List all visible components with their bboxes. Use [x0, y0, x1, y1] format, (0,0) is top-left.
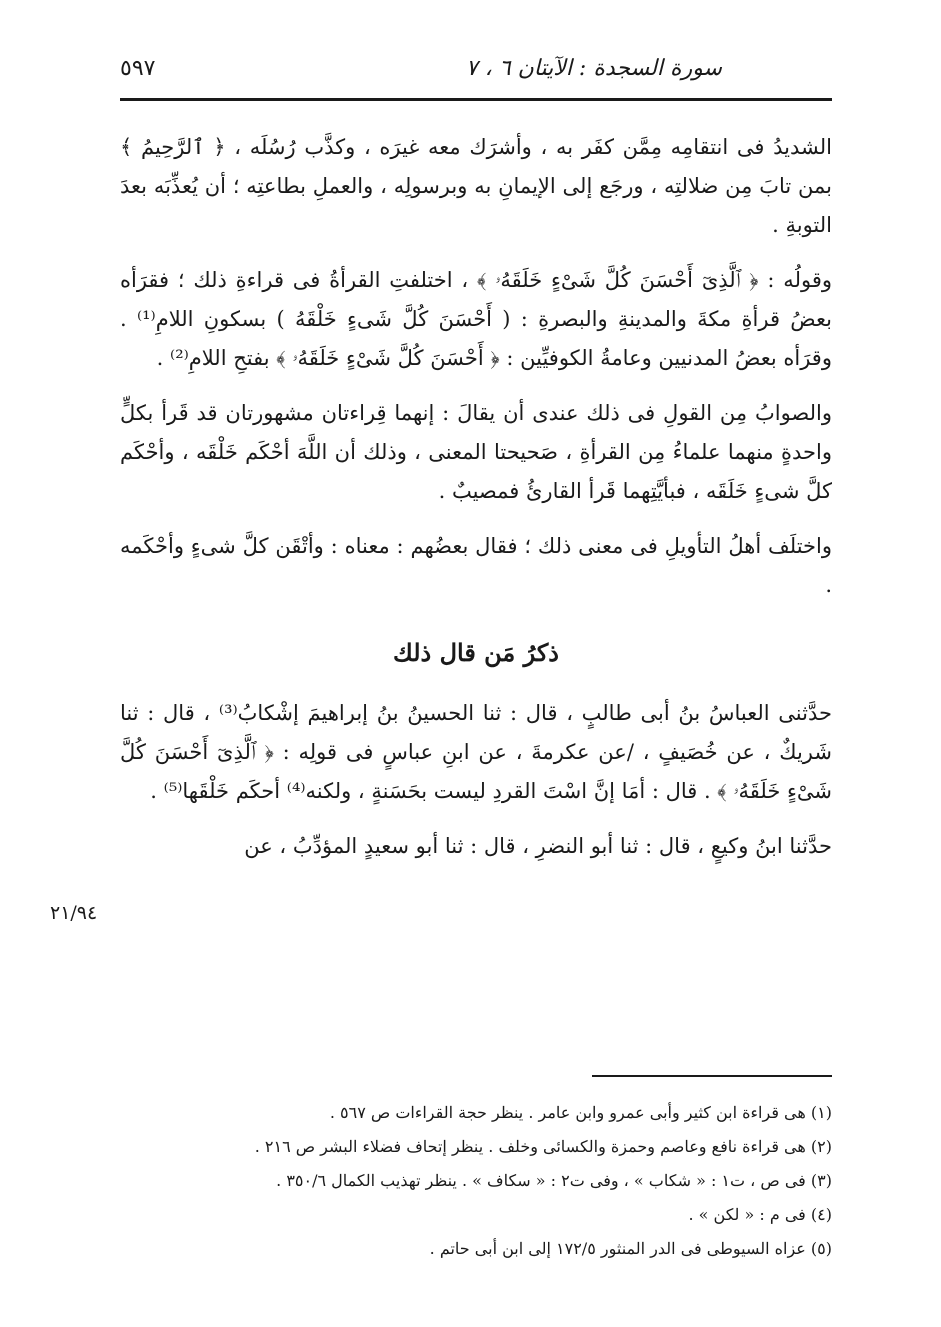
- paragraph: الشديدُ فى انتقامِه مِمَّن كفَر به ، وأشرَك معه غيرَه ، وكذَّب رُسُلَه ، ﴿ ٱلرَّحِيمُ ﴾ بمن تابَ مِن ضلالتِه ، ورجَع إلى الإيمانِ به وبرسولِه ، والعملِ بطاعتِه ؛ أن يُعذِّبَه بعدَ التوبةِ .: [120, 135, 832, 237]
- footnote-rule: [592, 1075, 832, 1077]
- header-rule: [120, 98, 832, 101]
- paragraph: واختلَف أهلُ التأويلِ فى معنى ذلك ؛ فقال بعضُهم : معناه : وأتْقَن كلَّ شىءٍ وأحْكَمه .: [120, 534, 832, 597]
- hadith-paragraph: حدَّثنا ابنُ وكيعٍ ، قال : ثنا أبو النضرِ ، قال : ثنا أبو سعيدٍ المؤدِّبُ ، عن: [244, 834, 832, 858]
- footnotes: [120, 1096, 832, 1266]
- footnote: (١) هى قراءة ابن كثير وأبى عمرو وابن عامر . ينظر حجة القراءات ص ٥٦٧ .: [329, 1103, 832, 1122]
- page-number: ٥٩٧: [120, 56, 156, 81]
- margin-reference: ٢١/٩٤: [50, 902, 98, 924]
- footnote: (٣) فى ص ، ت١ : « شكاب » ، وفى ت٢ : « سكاف » . ينظر تهذيب الكمال ٣٥٠/٦ .: [276, 1171, 832, 1190]
- footnote: (٢) هى قراءة نافع وعاصم وحمزة والكسائى وخلف . ينظر إتحاف فضلاء البشر ص ٢١٦ .: [254, 1137, 832, 1156]
- paragraph: وقولُه : ﴿ ٱلَّذِىٓ أَحْسَنَ كُلَّ شَىْءٍ خَلَقَهُۥ ﴾ ، اختلفتِ القرأةُ فى قراءةِ ذلك ؛ فقرَأه بعضُ قرأةِ مكةَ والمدينةِ والبصرةِ : ( أَحْسَنَ كُلَّ شَىءٍ خَلْقَهُ ) بسكونِ اللامِ⁽¹⁾ . وقرَأه بعضُ المدنيين وعامةُ الكوفيِّين : ﴿ أَحْسَنَ كُلَّ شَىْءٍ خَلَقَهُۥ ﴾ بفتحِ اللامِ⁽²⁾ .: [120, 268, 833, 370]
- footnote: (٥) عزاه السيوطى فى الدر المنثور ١٧٢/٥ إلى ابن أبى حاتم .: [429, 1239, 832, 1258]
- running-title: سورة السجدة : الآيتان ٦ ، ٧: [465, 56, 722, 81]
- footnote: (٤) فى م : « لكن » .: [688, 1205, 832, 1224]
- paragraph: والصوابُ مِن القولِ فى ذلك عندى أن يقالَ : إنهما قِراءتان مشهورتان قد قَرأ بكلٍّ واحدةٍ منهما علماءُ مِن القرأةِ ، صَحيحتا المعنى ، وذلك أن اللَّهَ أحْكَم خَلْقَه ، وأحْكَم كلَّ شىءٍ خَلَقَه ، فبأيَّتِهما قَرأ القارئُ فمصيبٌ .: [120, 401, 832, 503]
- main-text: [120, 128, 832, 882]
- running-header: [120, 50, 832, 98]
- section-heading: ذكرُ مَن قال ذلك: [393, 638, 559, 667]
- hadith-paragraph: حدَّثنى العباسُ بنُ أبى طالبٍ ، قال : ثنا الحسينُ بنُ إبراهيمَ إشْكابُ⁽³⁾ ، قال : ثنا شَريكٌ ، عن خُصَيفٍ ، /عن عكرمةَ ، عن ابنِ عباسٍ فى قولِه : ﴿ ٱلَّذِىٓ أَحْسَنَ كُلَّ شَىْءٍ خَلَقَهُۥ ﴾ . قال : أمَا إنَّ اسْتَ القردِ ليست بحَسَنةٍ ، ولكنه⁽⁴⁾ أحكَم خَلْقَها⁽⁵⁾ .: [120, 701, 832, 803]
